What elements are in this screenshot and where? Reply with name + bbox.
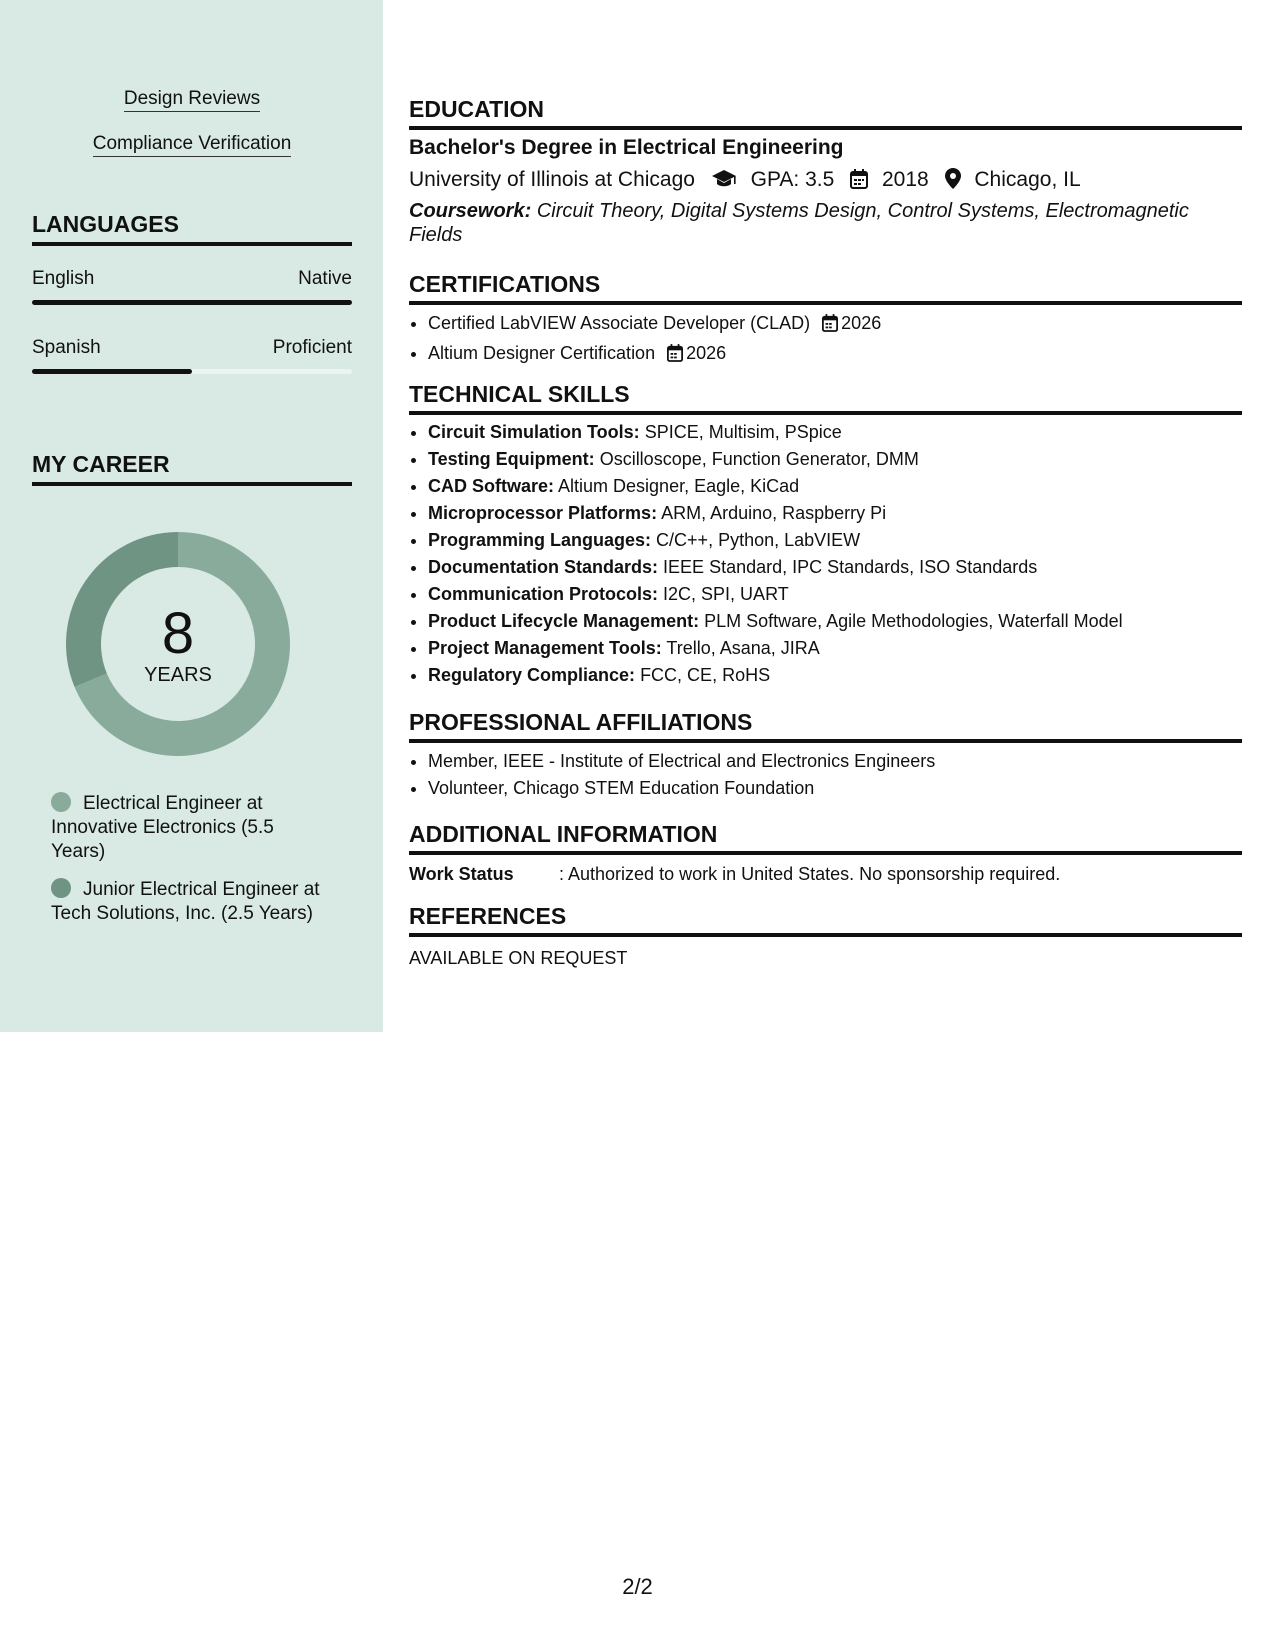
calendar-icon bbox=[850, 169, 868, 195]
language-fill bbox=[32, 369, 192, 374]
skill-compliance-verification: Compliance Verification bbox=[32, 133, 352, 155]
certifications-heading: CERTIFICATIONS bbox=[409, 271, 1242, 305]
language-bar-spanish bbox=[32, 369, 352, 374]
education-school: University of Illinois at Chicago bbox=[409, 168, 695, 191]
list-item: • Project Management Tools: Trello, Asana, JIRA bbox=[428, 635, 1242, 662]
career-heading: MY CAREER bbox=[32, 451, 352, 486]
education-heading: EDUCATION bbox=[409, 96, 1242, 130]
career-donut bbox=[66, 532, 290, 756]
technical-skills-heading: TECHNICAL SKILLS bbox=[409, 381, 1242, 415]
career-item bbox=[51, 878, 321, 926]
list-item: • Communication Protocols: I2C, SPI, UART bbox=[428, 581, 1242, 608]
education-location: Chicago, IL bbox=[974, 168, 1081, 191]
education-coursework bbox=[409, 199, 1209, 247]
education-degree: Bachelor's Degree in Electrical Engineering bbox=[409, 136, 844, 159]
language-spanish bbox=[32, 337, 352, 359]
language-english bbox=[32, 268, 352, 290]
graduation-cap-icon bbox=[711, 169, 737, 195]
list-item: • Certified LabVIEW Associate Developer (CLAD) 2026 bbox=[428, 310, 1242, 340]
language-level: Proficient bbox=[272, 337, 352, 358]
calendar-icon bbox=[822, 313, 838, 340]
language-bar-english bbox=[32, 300, 352, 305]
list-item: • Testing Equipment: Oscilloscope, Function Generator, DMM bbox=[428, 446, 1242, 473]
skill-design-reviews: Design Reviews bbox=[32, 88, 352, 110]
list-item: • Altium Designer Certification 2026 bbox=[428, 340, 1242, 370]
coursework-value: Circuit Theory, Digital Systems Design, Control Systems, Electromagnetic Fields bbox=[409, 200, 1189, 246]
work-status bbox=[409, 864, 1242, 885]
languages-heading: LANGUAGES bbox=[32, 211, 352, 246]
language-fill bbox=[32, 300, 352, 305]
education-gpa: GPA: 3.5 bbox=[750, 168, 835, 191]
list-item: • Product Lifecycle Management: PLM Software, Agile Methodologies, Waterfall Model bbox=[428, 608, 1242, 635]
language-name: Spanish bbox=[32, 337, 101, 358]
calendar-icon bbox=[667, 343, 683, 370]
education-year: 2018 bbox=[881, 168, 929, 191]
location-pin-icon bbox=[945, 168, 961, 195]
references-heading: REFERENCES bbox=[409, 903, 1242, 937]
career-total-years: 8 bbox=[161, 601, 195, 666]
list-item: • Microprocessor Platforms: ARM, Arduino, Raspberry Pi bbox=[428, 500, 1242, 527]
certifications-list bbox=[409, 310, 1242, 370]
sidebar bbox=[0, 0, 383, 1032]
affiliations-list bbox=[409, 748, 1242, 802]
career-dot bbox=[51, 878, 71, 898]
career-total-unit: YEARS bbox=[144, 664, 212, 686]
references-text: AVAILABLE ON REQUEST bbox=[409, 948, 628, 968]
list-item: • CAD Software: Altium Designer, Eagle, KiCad bbox=[428, 473, 1242, 500]
affiliations-heading: PROFESSIONAL AFFILIATIONS bbox=[409, 709, 1242, 743]
list-item: • Documentation Standards: IEEE Standard, IPC Standards, ISO Standards bbox=[428, 554, 1242, 581]
career-label: Electrical Engineer at Innovative Electronics (5.5 Years) bbox=[51, 793, 274, 862]
career-item bbox=[51, 792, 321, 864]
page-number: 2/2 bbox=[622, 1574, 653, 1599]
education-meta bbox=[409, 168, 1081, 195]
list-item: • Circuit Simulation Tools: SPICE, Multisim, PSpice bbox=[428, 419, 1242, 446]
list-item: • Regulatory Compliance: FCC, CE, RoHS bbox=[428, 662, 1242, 689]
language-level: Native bbox=[298, 268, 352, 289]
list-item: • Volunteer, Chicago STEM Education Foundation bbox=[428, 775, 1242, 802]
language-name: English bbox=[32, 268, 95, 289]
additional-info-heading: ADDITIONAL INFORMATION bbox=[409, 821, 1242, 855]
coursework-label: Coursework: bbox=[409, 200, 532, 222]
career-dot bbox=[51, 792, 71, 812]
list-item: • Programming Languages: C/C++, Python, LabVIEW bbox=[428, 527, 1242, 554]
list-item: • Member, IEEE - Institute of Electrical and Electronics Engineers bbox=[428, 748, 1242, 775]
career-label: Junior Electrical Engineer at Tech Solutions, Inc. (2.5 Years) bbox=[51, 879, 320, 924]
work-status-label: Work Status bbox=[409, 864, 514, 884]
work-status-value: : Authorized to work in United States. No sponsorship required. bbox=[559, 864, 1061, 884]
technical-skills-list bbox=[409, 419, 1242, 689]
